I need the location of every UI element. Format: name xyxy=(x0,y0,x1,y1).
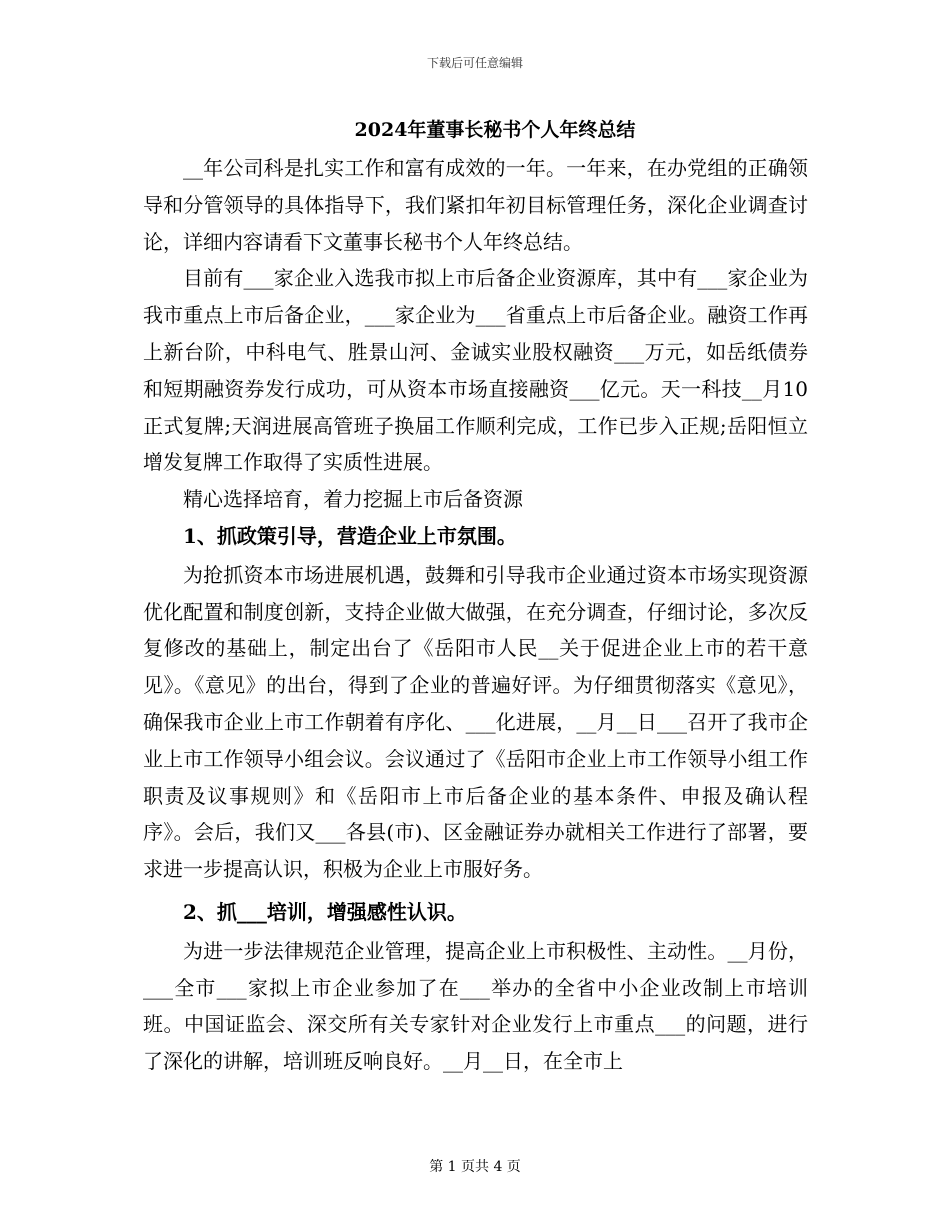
paragraph-status: 目前有___家企业入选我市拟上市后备企业资源库，其中有___家企业为我市重点上市后备企业，___家企业为___省重点上市后备企业。融资工作再上新台阶，中科电气、胜景山河、金诚实业股权融资___万元，如岳纸债券和短期融资券发行成功，可从资本市场直接融资___亿元。天一科技__月10正式复牌;天润进展高管班子换届工作顺利完成，工作已步入正规;岳阳恒立增发复牌工作取得了实质性进展。 xyxy=(143,266,808,475)
paragraph-policy: 为抢抓资本市场进展机遇，鼓舞和引导我市企业通过资本市场实现资源优化配置和制度创新，支持企业做大做强，在充分调查，仔细讨论，多次反复修改的基础上，制定出台了《岳阳市人民__关于促进企业上市的若干意见》。《意见》的出台，得到了企业的普遍好评。为仔细贯彻落实《意见》，确保我市企业上市工作朝着有序化、___化进展，__月__日___召开了我市企业上市工作领导小组会议。会议通过了《岳阳市企业上市工作领导小组工作职责及议事规则》和《岳阳市上市后备企业的基本条件、申报及确认程序》。会后，我们又___各县(市)、区金融证券办就相关工作进行了部署，要求进一步提高认识，积极为企业上市服好务。 xyxy=(143,562,808,882)
section-heading-1: 1、抓政策引导，营造企业上市氛围。 xyxy=(183,523,517,548)
paragraph-intro: __年公司科是扎实工作和富有成效的一年。一年来，在办党组的正确领导和分管领导的具体指导下，我们紧扣年初目标管理任务，深化企业调查讨论，详细内容请看下文董事长秘书个人年终总结。 xyxy=(143,156,808,254)
page-header-note: 下载后可任意编辑 xyxy=(426,56,523,70)
document-body xyxy=(143,150,808,1080)
section-heading-2: 2、抓___培训，增强感性认识。 xyxy=(183,899,467,924)
page-footer: 第 1 页共 4 页 xyxy=(429,1159,521,1175)
paragraph-section-lead: 精心选择培育，着力挖掘上市后备资源 xyxy=(183,487,523,512)
paragraph-training: 为进一步法律规范企业管理，提高企业上市积极性、主动性。__月份，___全市___家拟上市企业参加了在___举办的全省中小企业改制上市培训班。中国证监会、深交所有关专家针对企业发行上市重点___的问题，进行了深化的讲解，培训班反响良好。__月__日，在全市上 xyxy=(143,938,808,1074)
document-title: 2024年董事长秘书个人年终总结 xyxy=(354,119,636,141)
